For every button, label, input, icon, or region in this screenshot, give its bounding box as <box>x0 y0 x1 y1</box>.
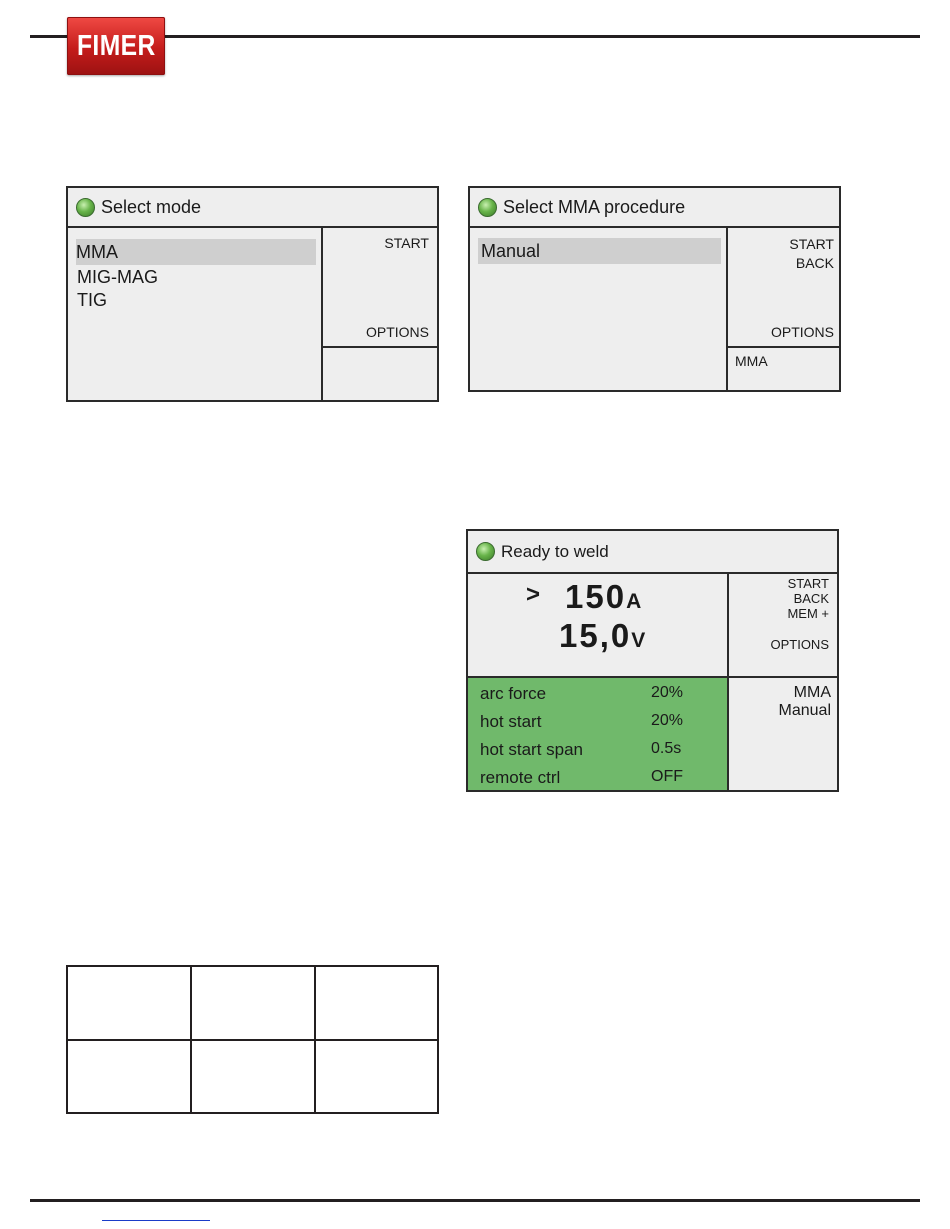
welding-voltage <box>559 617 647 655</box>
mode-indicator: MMA <box>793 684 831 701</box>
divider <box>321 228 323 400</box>
param-hot-start-label[interactable]: hot start <box>480 712 542 731</box>
table-cell <box>190 965 316 1041</box>
table-cell <box>190 1039 316 1114</box>
param-hot-start-value[interactable]: 20% <box>651 712 684 729</box>
softkey-mem-plus[interactable]: MEM + <box>787 606 829 621</box>
softkey-options[interactable]: OPTIONS <box>770 324 834 340</box>
menu-item-manual[interactable]: Manual <box>478 238 721 264</box>
footer-rule <box>30 1199 920 1202</box>
procedure-indicator: Manual <box>778 702 831 719</box>
screen-title: Select MMA procedure <box>503 196 686 217</box>
softkey-options[interactable]: OPTIONS <box>770 637 829 652</box>
table-cell <box>66 965 192 1041</box>
param-hot-start-span-label[interactable]: hot start span <box>480 740 584 759</box>
screen-title-bar <box>68 188 437 228</box>
status-led-icon <box>478 198 497 217</box>
table-cell <box>66 1039 192 1114</box>
softkey-start[interactable]: START <box>789 236 834 252</box>
screen-select-mma-procedure <box>468 186 841 392</box>
voltage-value: 15,0 <box>559 617 632 654</box>
screen-title-bar <box>468 531 837 574</box>
menu-item-mig-mag[interactable]: MIG-MAG <box>77 267 158 287</box>
welding-current <box>565 578 643 616</box>
screen-title: Select mode <box>101 196 202 217</box>
softkey-back[interactable]: BACK <box>793 591 829 606</box>
voltage-unit: V <box>631 629 648 652</box>
screen-ready-to-weld <box>466 529 839 792</box>
table-cell <box>314 1039 439 1114</box>
mode-indicator: MMA <box>735 353 768 369</box>
screen-select-mode <box>66 186 439 402</box>
current-value: 150 <box>565 578 627 615</box>
status-led-icon <box>476 542 495 561</box>
softkey-back[interactable]: BACK <box>795 255 834 271</box>
softkey-start[interactable]: START <box>787 576 829 591</box>
param-remote-ctrl-label[interactable]: remote ctrl <box>480 768 561 787</box>
screen-title-bar <box>470 188 839 228</box>
footer-link-underline[interactable] <box>102 1220 210 1221</box>
table-cell <box>314 965 439 1041</box>
param-remote-ctrl-value[interactable]: OFF <box>651 768 683 785</box>
logo-text: FIMER <box>76 29 156 62</box>
selection-cursor: > <box>526 581 543 608</box>
param-arc-force-label[interactable]: arc force <box>480 684 547 703</box>
divider <box>321 346 437 348</box>
param-hot-start-span-value[interactable]: 0.5s <box>651 740 682 757</box>
current-unit: A <box>626 590 644 613</box>
softkey-start[interactable]: START <box>384 235 429 251</box>
menu-item-tig[interactable]: TIG <box>77 290 107 310</box>
fimer-logo <box>67 17 165 75</box>
divider <box>726 228 728 390</box>
param-arc-force-value[interactable]: 20% <box>651 684 684 701</box>
screen-title: Ready to weld <box>501 541 609 561</box>
divider <box>726 346 839 348</box>
divider <box>727 574 729 790</box>
softkey-options[interactable]: OPTIONS <box>365 324 429 340</box>
menu-item-mma[interactable]: MMA <box>76 239 316 265</box>
status-led-icon <box>76 198 95 217</box>
